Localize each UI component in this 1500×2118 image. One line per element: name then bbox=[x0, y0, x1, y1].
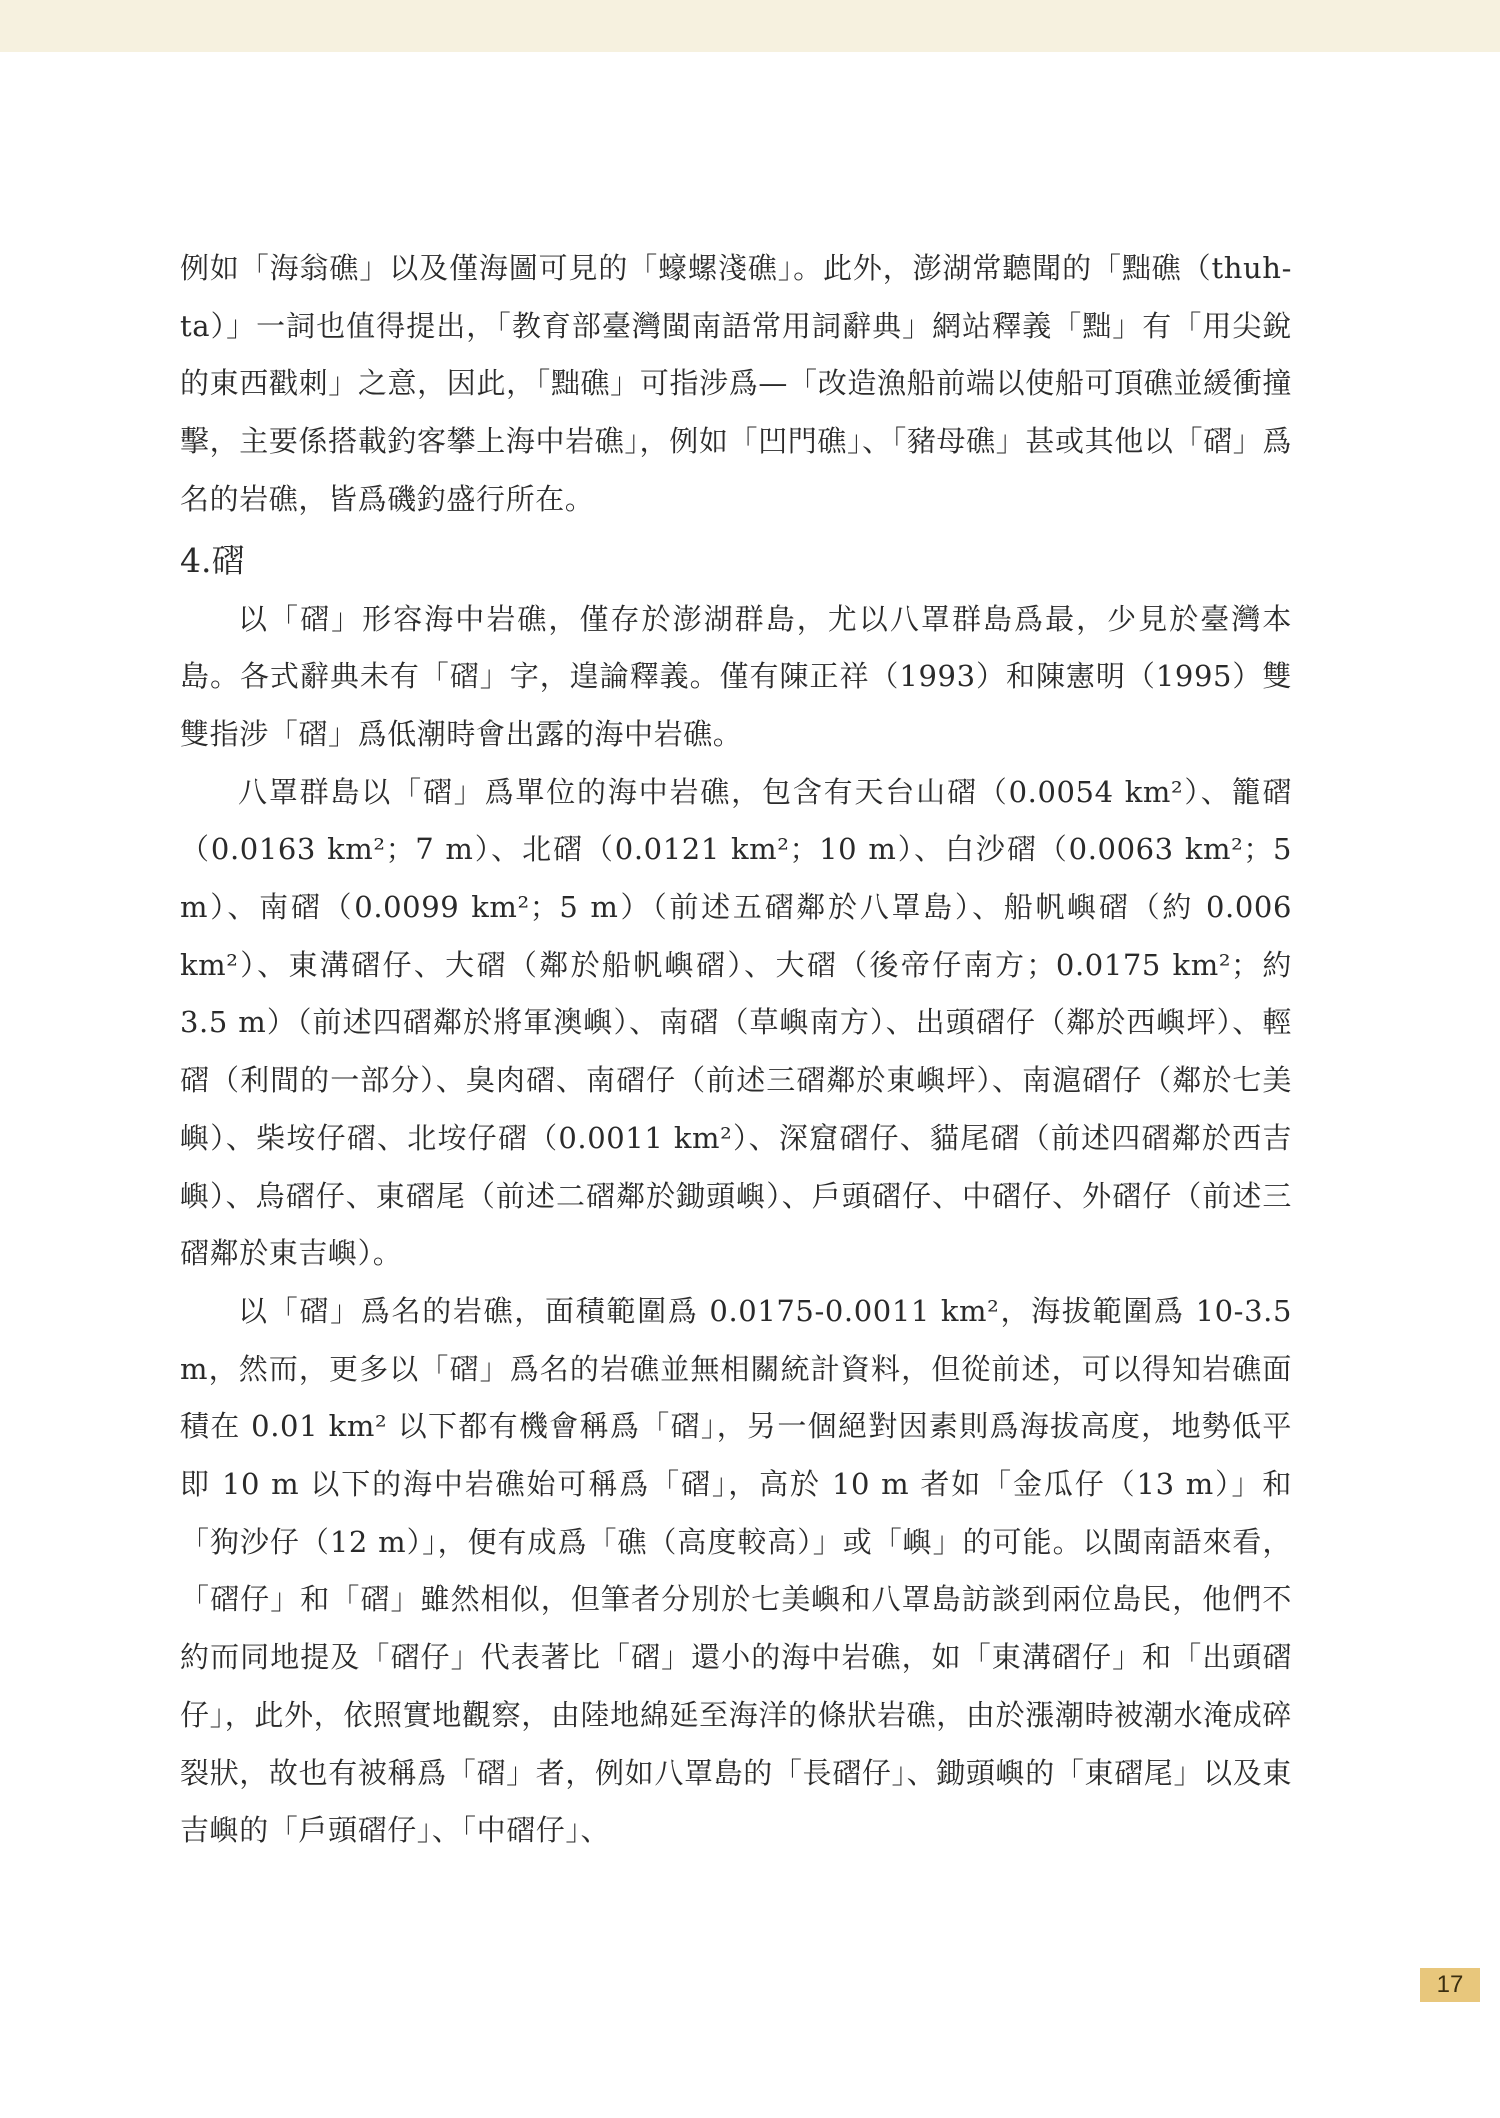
paragraph: 以「磖」爲名的岩礁，面積範圍爲 0.0175-0.0011 km²，海拔範圍爲 10-3.5 m，然而，更多以「磖」爲名的岩礁並無相關統計資料，但從前述，可以得知岩礁面積在 0.01 km² 以下都有機會稱爲「磖」，另一個絕對因素則爲海拔高度，地勢低平即 10 m 以下的海中岩礁始可稱爲「磖」，高於 10 m 者如「金瓜仔（13 m）」和「狗沙仔（12 m）」，便有成爲「礁（高度較高）」或「嶼」的可能。以閩南語來看，「磖仔」和「磖」雖然相似，但筆者分別於七美嶼和八罩島訪談到兩位島民，他們不約而同地提及「磖仔」代表著比「磖」還小的海中岩礁，如「東溝磖仔」和「出頭磖仔」，此外，依照實地觀察，由陸地綿延至海洋的條狀岩礁，由於漲潮時被潮水淹成碎裂狀，故也有被稱爲「磖」者，例如八罩島的「長磖仔」、鋤頭嶼的「東磖尾」以及東吉嶼的「戶頭磖仔」、「中磖仔」、 bbox=[180, 1293, 1292, 1848]
page-body bbox=[180, 240, 1292, 1860]
top-header-band bbox=[0, 0, 1500, 52]
page-number: 17 bbox=[1420, 1968, 1480, 2002]
paragraph: 以「磖」形容海中岩礁，僅存於澎湖群島，尤以八罩群島爲最，少見於臺灣本島。各式辭典未有「磖」字，遑論釋義。僅有陳正祥（1993）和陳憲明（1995）雙雙指涉「磖」爲低潮時會出露的海中岩礁。 bbox=[180, 601, 1292, 751]
section-heading: 4.磖 bbox=[180, 540, 245, 580]
paragraph: 八罩群島以「磖」爲單位的海中岩礁，包含有天台山磖（0.0054 km²）、籠磖（0.0163 km²；7 m）、北磖（0.0121 km²；10 m）、白沙磖（0.0063 km²；5 m）、南磖（0.0099 km²；5 m）（前述五磖鄰於八罩島）、船帆嶼磖（約 0.006 km²）、東溝磖仔、大磖（鄰於船帆嶼磖）、大磖（後帝仔南方；0.0175 km²；約 3.5 m）（前述四磖鄰於將軍澳嶼）、南磖（草嶼南方）、出頭磖仔（鄰於西嶼坪）、輕磖（利間的一部分）、臭肉磖、南磖仔（前述三磖鄰於東嶼坪）、南滬磖仔（鄰於七美嶼）、柴垵仔磖、北垵仔磖（0.0011 km²）、深窟磖仔、貓尾磖（前述四磖鄰於西吉嶼）、烏磖仔、東磖尾（前述二磖鄰於鋤頭嶼）、戶頭磖仔、中磖仔、外磖仔（前述三磖鄰於東吉嶼）。 bbox=[180, 774, 1292, 1271]
paragraph: 例如「海翁礁」以及僅海圖可見的「蠔螺淺礁」。此外，澎湖常聽聞的「黜礁（thuh-ta）」一詞也值得提出，「教育部臺灣閩南語常用詞辭典」網站釋義「黜」有「用尖銳的東西戳刺」之意，因此，「黜礁」可指涉爲—「改造漁船前端以使船可頂礁並緩衝撞擊，主要係搭載釣客攀上海中岩礁」，例如「凹門礁」、「豬母礁」甚或其他以「磖」爲名的岩礁，皆爲磯釣盛行所在。 bbox=[180, 251, 1292, 516]
